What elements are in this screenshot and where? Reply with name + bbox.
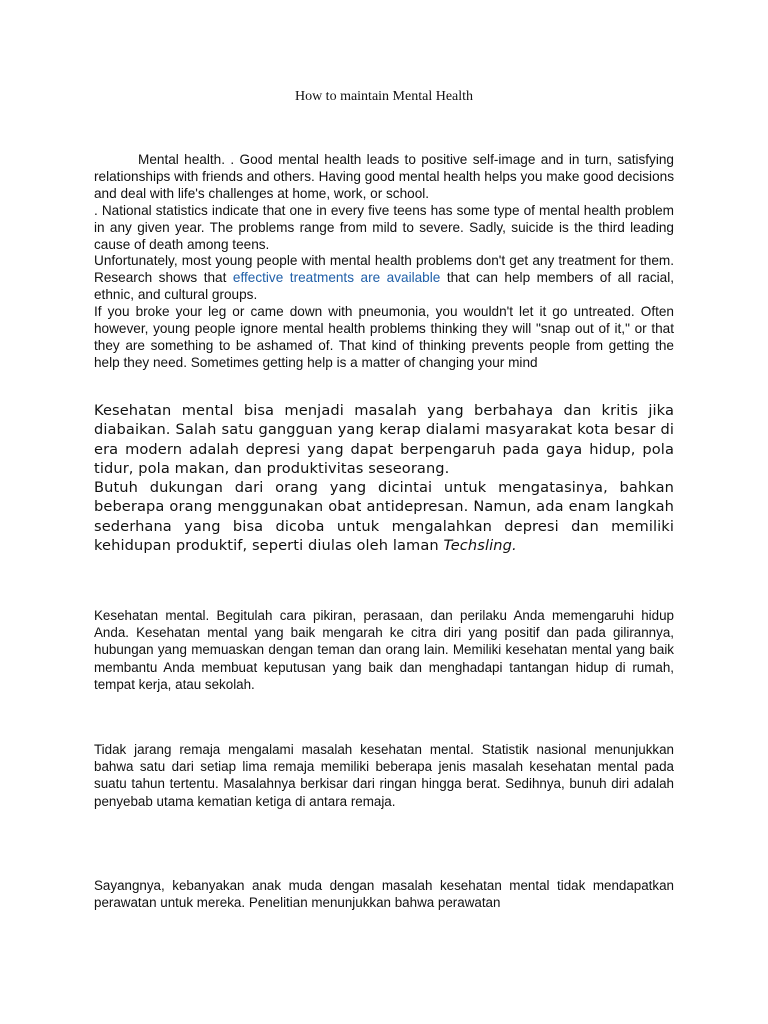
indonesian-intro-paragraph-2 [94, 478, 674, 555]
indonesian-intro-paragraph-1: Kesehatan mental bisa menjadi masalah yang berbahaya dan kritis jika diabaikan. Salah satu gangguan yang kerap dialami masyarakat kota besar di era modern adalah depresi yang dapat berpengaruh pada gaya hidup, pola tidur, pola makan, dan produktivitas seseorang. [94, 402, 674, 477]
english-paragraph-3-text-before: Unfortunately, most young people with mental health problems don't get any treatment for them. Research shows that [94, 253, 674, 286]
page-title: How to maintain Mental Health [294, 89, 474, 104]
indonesian-body-paragraph-3 [94, 877, 674, 911]
indonesian-body-paragraph-2-text: Tidak jarang remaja mengalami masalah kesehatan mental. Statistik nasional menunjukkan bahwa satu dari setiap lima remaja memiliki beberapa jenis masalah kesehatan mental pada suatu tahun tertentu. Masalahnya berkisar dari ringan hingga berat. Sedihnya, bunuh diri adalah penyebab utama kematian ketiga di antara remaja. [94, 742, 674, 809]
indonesian-body-paragraph-3-text: Sayangnya, kebanyakan anak muda dengan masalah kesehatan mental tidak mendapatkan perawatan untuk mereka. Penelitian menunjukkan bahwa perawatan [94, 878, 674, 911]
english-section [94, 152, 674, 372]
indonesian-body-paragraph-2 [94, 741, 674, 810]
indonesian-body-paragraph-1 [94, 607, 674, 693]
source-name-techsling: Techsling. [443, 537, 517, 555]
indonesian-body-paragraph-1-text: Kesehatan mental. Begitulah cara pikiran, perasaan, dan perilaku Anda memengaruhi hidup Anda. Kesehatan mental yang baik mengarah ke citra diri yang positif dan pada gilirannya, hubungan yang memuaskan dengan teman dan orang lain. Memiliki kesehatan mental yang baik membantu Anda membuat keputusan yang baik dan menghadapi tantangan hidup di rumah, tempat kerja, atau sekolah. [94, 608, 674, 692]
indonesian-intro-section [94, 401, 674, 555]
english-paragraph-2: . National statistics indicate that one in every five teens has some type of mental health problem in any given year. The problems range from mild to severe. Sadly, suicide is the third leading cause of death among teens. [94, 202, 674, 252]
english-paragraph-3-text-after: that can help members of all racial, ethnic, and cultural groups. [94, 270, 674, 303]
english-paragraph-4: If you broke your leg or came down with pneumonia, you wouldn't let it go untreated. Often however, young people ignore mental health problems thinking they will "snap out of it," or that they are something to be ashamed of. That kind of thinking prevents people from getting the help they need. Sometimes getting help is a matter of changing your mind [94, 304, 674, 370]
effective-treatments-link[interactable]: effective treatments are available [232, 270, 441, 286]
indonesian-intro-paragraph-2-text: Butuh dukungan dari orang yang dicintai untuk mengatasinya, bahkan beberapa orang menggunakan obat antidepresan. Namun, ada enam langkah sederhana yang bisa dicoba untuk mengalahkan depresi dan memiliki kehidupan produktif, seperti diulas oleh laman [94, 479, 674, 555]
english-paragraph-1: Mental health. . Good mental health leads to positive self-image and in turn, satisfying relationships with friends and others. Having good mental health helps you make good decisions and deal with life's challenges at home, work, or school. [94, 152, 674, 201]
english-paragraph-3 [94, 253, 674, 304]
